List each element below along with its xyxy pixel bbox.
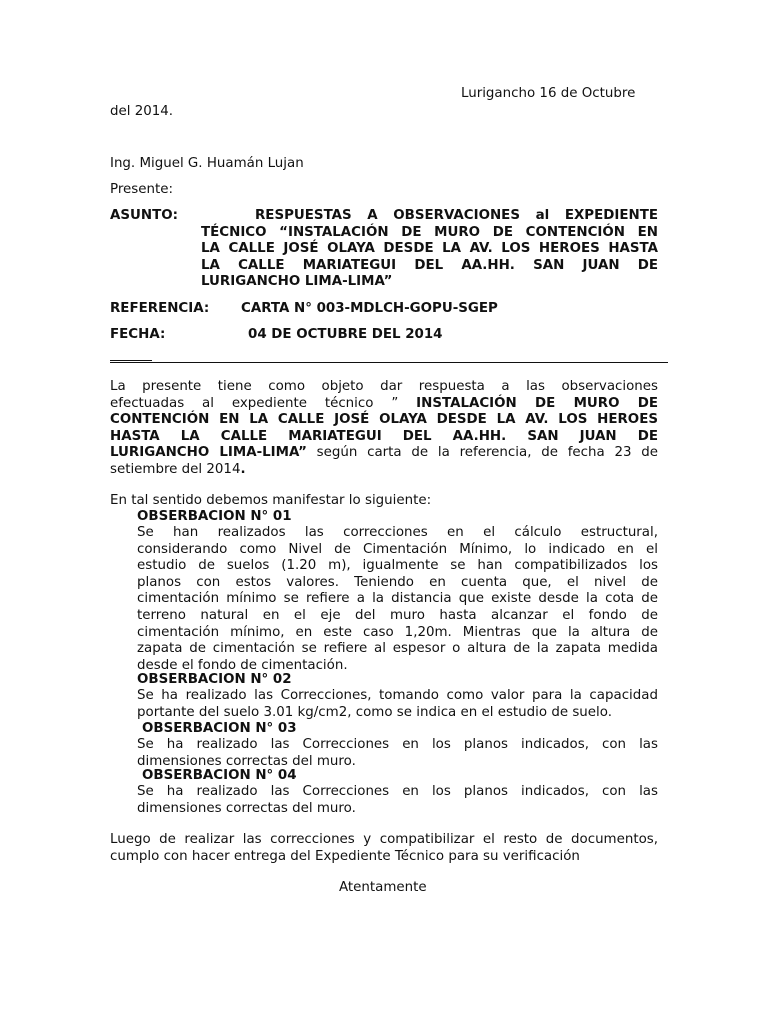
observation-body [137, 525, 658, 674]
closing-line: Luego de realizar las correcciones y compatibilizar el resto de documentos, [110, 832, 658, 847]
referencia-label: REFERENCIA: [110, 301, 210, 316]
intro-bold-text: INSTALACIÓN DE MURO DE [416, 395, 659, 411]
asunto-text [201, 208, 658, 291]
fecha-value: 04 DE OCTUBRE DEL 2014 [248, 327, 443, 342]
observation-line: Se ha realizado las Correcciones en los planos indicados, con las [137, 784, 658, 799]
closing-line: cumplo con hacer entrega del Expediente Técnico para su verificación [110, 848, 580, 864]
manifest-line: En tal sentido debemos manifestar lo siguiente: [110, 493, 432, 508]
intro-line [110, 462, 658, 479]
observation-line: terreno natural en el eje del muro hasta alcanzar el fondo de [137, 607, 658, 623]
observation-line: Se han realizados las correcciones en el cálculo estructural, [137, 525, 658, 540]
asunto-line: LURIGANCHO LIMA-LIMA” [201, 274, 393, 290]
observation-line: planos con estos valores. Teniendo en cuenta que, el nivel de [137, 574, 658, 590]
fecha-label: FECHA: [110, 327, 166, 342]
intro-line [110, 396, 658, 413]
observation-title: OBSERBACION N° 03 [142, 721, 297, 736]
observation-line: dimensiones correctas del muro. [137, 800, 356, 816]
observation-title: OBSERBACION N° 04 [142, 768, 297, 783]
observation-line: desde el fondo de cimentación. [137, 657, 348, 673]
observation-line: zapata de cimentación se refiere al espesor o altura de la zapata medida [137, 641, 658, 657]
separator-short-rule [110, 360, 152, 361]
asunto-label: ASUNTO: [110, 208, 178, 223]
observation-body [137, 737, 658, 770]
observation-line: estudio de suelos (1.20 m), igualmente se han compatibilizados los [137, 558, 658, 574]
asunto-line: RESPUESTAS A OBSERVACIONES al EXPEDIENTE [255, 208, 658, 223]
observation-line: cimentación mínimo se refiere a la distancia que existe desde la cota de [137, 591, 658, 607]
observation-title: OBSERBACION N° 01 [137, 509, 292, 524]
observation-line: Se ha realizado las Correcciones en los planos indicados, con las [137, 737, 658, 752]
observation-line: dimensiones correctas del muro. [137, 753, 356, 769]
intro-line [110, 445, 658, 462]
observation-line: considerando como Nivel de Cimentación Mínimo, lo indicado en el [137, 541, 658, 557]
observation-title: OBSERBACION N° 02 [137, 672, 292, 687]
place-date-line-2: del 2014. [110, 104, 174, 119]
intro-text: efectuadas al expediente técnico ” [110, 395, 399, 411]
observation-line: Se ha realizado las Correcciones, tomando como valor para la capacidad [137, 688, 658, 703]
intro-line: La presente tiene como objeto dar respuesta a las observaciones [110, 379, 658, 394]
observation-line: portante del suelo 3.01 kg/cm2, como se indica en el estudio de suelo. [137, 704, 612, 720]
intro-line: HASTA LA CALLE MARIATEGUI DEL AA.HH. SAN JUAN DE [110, 428, 658, 444]
observation-body [137, 688, 658, 721]
intro-bold-text: . [240, 461, 246, 477]
recipient-presente: Presente: [110, 182, 173, 197]
recipient-name: Ing. Miguel G. Huamán Lujan [110, 156, 304, 171]
asunto-line: LA CALLE JOSÉ OLAYA DESDE LA AV. LOS HEROES HASTA [201, 241, 658, 257]
separator-rule [110, 362, 668, 363]
intro-text: setiembre del 2014 [110, 461, 241, 477]
closing-paragraph [110, 832, 658, 865]
signoff: Atentamente [339, 880, 427, 895]
intro-paragraph [110, 379, 658, 479]
observation-line: cimentación mínimo, en este caso 1,20m. Mientras que la altura de [137, 624, 658, 640]
place-date-line-1: Lurigancho 16 de Octubre [461, 86, 636, 101]
asunto-line: LA CALLE MARIATEGUI DEL AA.HH. SAN JUAN DE [201, 257, 658, 273]
intro-text: según carta de la referencia, de fecha 23 de [306, 445, 658, 461]
referencia-value: CARTA N° 003-MDLCH-GOPU-SGEP [241, 301, 498, 316]
intro-bold-text: LURIGANCHO LIMA-LIMA” [110, 445, 307, 461]
intro-line: CONTENCIÓN EN LA CALLE JOSÉ OLAYA DESDE LA AV. LOS HEROES [110, 412, 658, 428]
asunto-line: TÉCNICO “INSTALACIÓN DE MURO DE CONTENCIÓN EN [201, 224, 658, 240]
observation-body [137, 784, 658, 817]
